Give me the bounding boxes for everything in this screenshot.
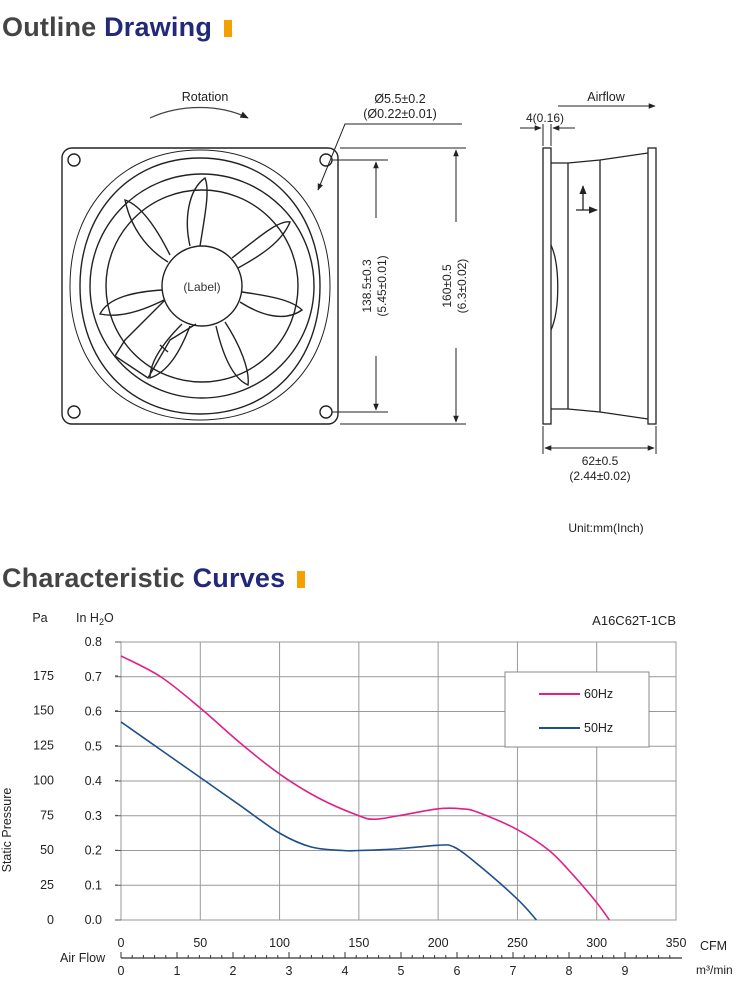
y-tick-label: 0.5 [84,739,102,754]
x-tick-label: 100 [269,936,291,950]
y2-tick-label: 175 [33,668,54,683]
y-tick-label: 0.8 [84,635,102,649]
hole-leader-line [318,124,462,190]
frame-dim-inch: (6.3±0.02) [455,258,469,314]
series-line-50hz [121,722,536,920]
model-label: A16C62T-1CB [592,613,676,628]
x-unit-m3min: m³/min [696,963,733,977]
flange-dim-lines [520,124,575,146]
outline-title-word1: Outline [2,12,97,42]
curves-title-word2: Curves [192,563,286,593]
x2-tick-label: 6 [453,964,461,978]
y-tick-label: 0.1 [84,878,102,893]
x2-tick-label: 3 [285,964,293,978]
y2-tick-label: 125 [33,738,54,753]
chart-legend [505,672,649,747]
frame-dim: 160±0.5 [440,264,454,308]
x-tick-label: 0 [117,936,125,950]
y2-tick-label: 100 [33,773,54,788]
y2-tick-label: 150 [33,703,54,718]
hole-dim-inch: (Ø0.22±0.01) [363,107,437,121]
legend-label-60hz: 60Hz [584,687,614,701]
y-tick-label: 0.2 [84,843,102,858]
curves-title-word1: Characteristic [2,563,185,593]
x2-tick-label: 2 [229,964,237,978]
y-unit-inh2o [76,611,114,627]
x2-tick-label: 7 [509,964,517,978]
y2-tick-label: 0 [47,913,54,927]
hub-label: (Label) [183,280,221,294]
depth-dim-lines [543,426,656,454]
airflow-direction-icon [576,186,597,210]
x2-tick-label: 0 [117,964,125,978]
fan-side-view [543,148,656,424]
y-unit-pa: Pa [32,611,48,625]
x-tick-label: 200 [427,936,449,950]
flange-dim: 4(0.16) [525,111,565,125]
x-row-label: Air Flow [60,951,106,965]
y-tick-label: 0.4 [84,774,102,788]
characteristic-curve-chart [0,560,750,1000]
y-unit-inh2o-end: O [103,611,114,625]
mount-dim-inch: (5.45±0.01) [375,255,389,317]
y2-tick-label: 50 [40,843,54,858]
airflow-label: Airflow [587,90,625,104]
depth-dim: 62±0.5 [581,454,619,468]
y-axis-label: Static Pressure [0,787,14,873]
y-unit-inh2o-sub: 2 [98,617,104,627]
x-tick-label: 350 [665,936,687,950]
x2-tick-label: 9 [621,964,629,978]
y2-tick-label: 75 [40,808,54,823]
outline-title-word2: Drawing [104,12,213,42]
x2-tick-label: 5 [397,964,405,978]
y2-tick-label: 25 [40,878,54,893]
x-tick-label: 150 [348,936,370,950]
x2-tick-label: 4 [341,964,349,978]
x2-tick-label: 8 [565,964,573,978]
x-tick-label: 300 [586,936,608,950]
rotation-arrow-icon [150,108,248,119]
legend-label-50hz: 50Hz [584,721,614,735]
unit-note: Unit:mm(Inch) [568,521,644,535]
rotation-label: Rotation [181,90,229,104]
x-tick-label: 50 [193,936,208,950]
y-tick-label: 0.7 [84,669,102,684]
x-unit-cfm: CFM [700,939,728,953]
depth-dim-inch: (2.44±0.02) [569,469,631,483]
y-tick-label: 0.0 [84,913,102,927]
y-tick-label: 0.6 [84,704,102,719]
x2-tick-label: 1 [173,964,181,978]
x-tick-label: 250 [506,936,528,950]
mount-dim: 138.5±0.3 [360,259,374,313]
hole-dim: Ø5.5±0.2 [374,92,426,106]
y-tick-label: 0.3 [84,808,102,823]
y-unit-inh2o-main: In H [76,611,99,625]
